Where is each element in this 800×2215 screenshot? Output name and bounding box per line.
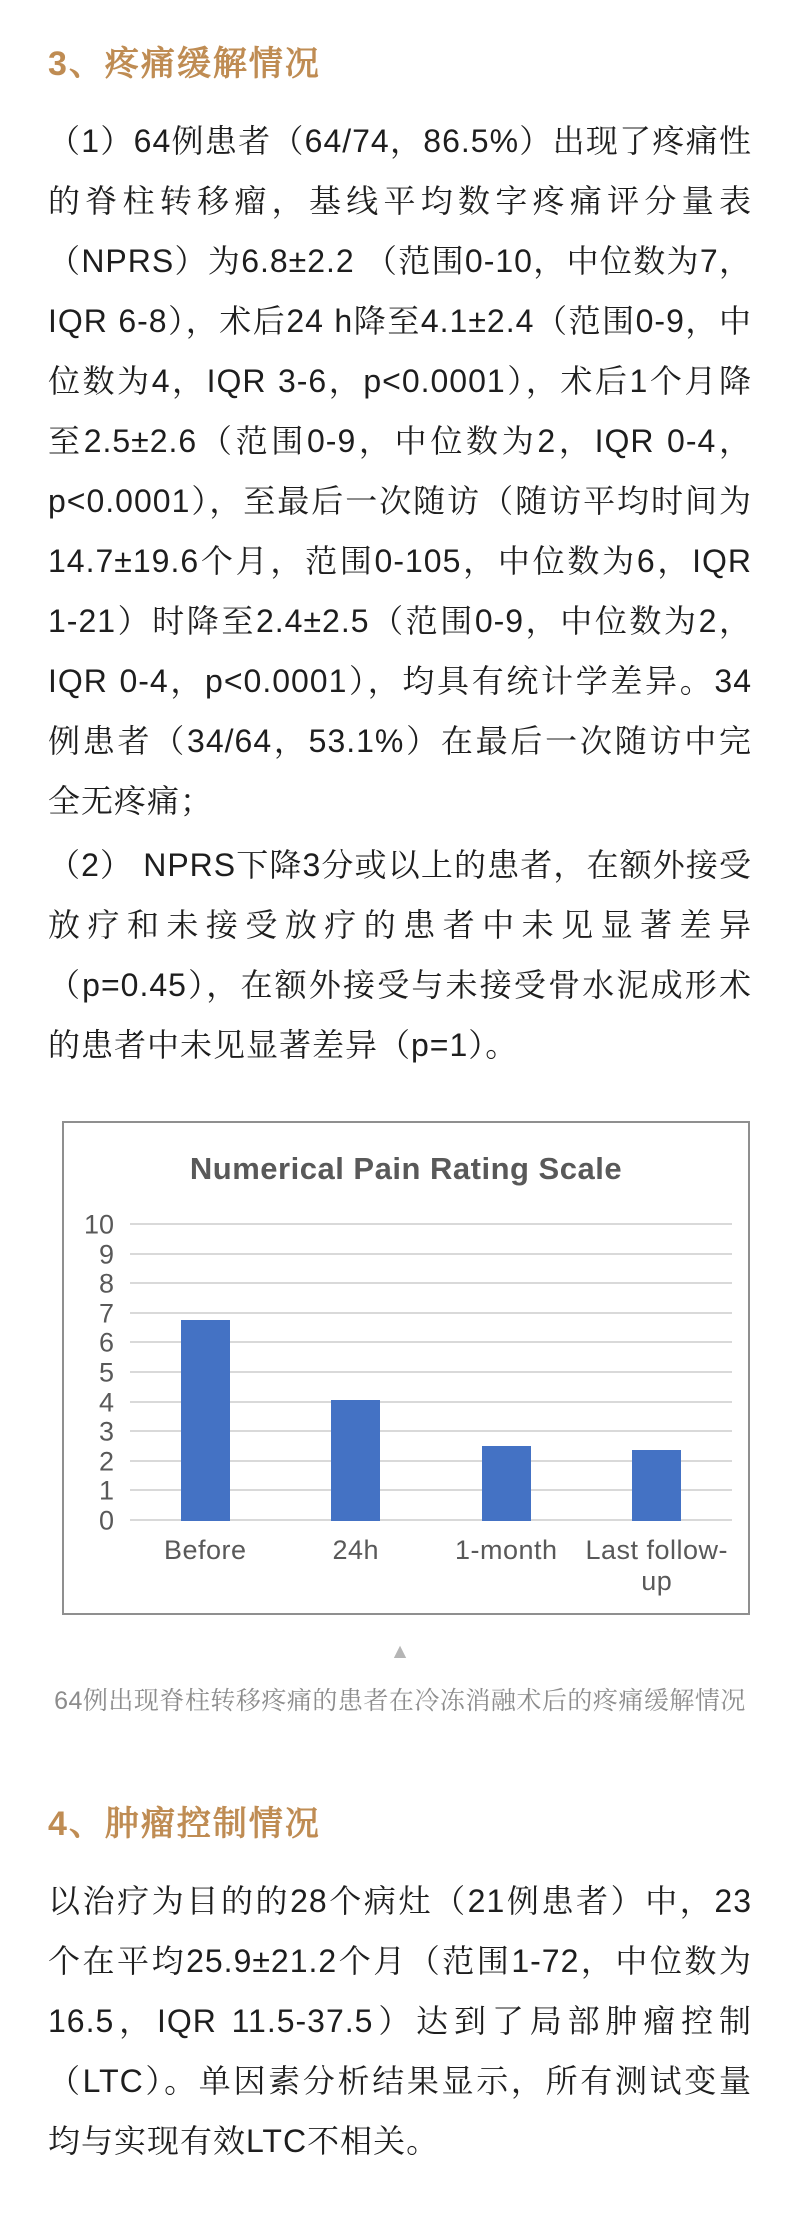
bar-slot-3 [431,1225,582,1521]
nprs-bar-chart-figure[interactable] [62,1121,750,1615]
y-tick-label-2: 2 [98,1446,114,1477]
bar-1-month [482,1446,531,1521]
pain-relief-paragraph-2: （2） NPRS下降3分或以上的患者，在额外接受放疗和未接受放疗的患者中未见显著差异（p=0.45），在额外接受与未接受骨水泥成形术的患者中未见显著差异（p=1）。 [48,847,752,1063]
y-tick-label-0: 0 [98,1505,114,1536]
chart-plot [130,1225,732,1521]
bar-last-follow-up [632,1450,681,1521]
bar-slot-2 [281,1225,432,1521]
bar-slot-4 [582,1225,733,1521]
x-tick-label-1: Before [163,1535,247,1565]
chart-plot-area [74,1209,738,1536]
x-tick-label-4: Last follow-up [585,1535,729,1596]
pain-relief-paragraph-1: （1）64例患者（64/74，86.5%）出现了疼痛性的脊柱转移瘤，基线平均数字疼痛评分量表（NPRS）为6.8±2.2 （范围0-10，中位数为7，IQR 6-8），术后24 h降至4.1±2.4（范围0-9，中位数为4，IQR 3-6，p<0.0001），术后1个月降至2.5±2.6（范围0-9，中位数为2，IQR 0-4，p<0.0001），至最后一次随访（随访平均时间为14.7±19.6个月，范围0-105，中位数为6，IQR 1-21）时降至2.4±2.5（范围0-9，中位数为2，IQR 0-4，p<0.0001），均具有统计学差异。34例患者（34/64，53.1%）在最后一次随访中完全无疼痛； [48,123,752,819]
tumor-control-paragraph: 以治疗为目的的28个病灶（21例患者）中，23个在平均25.9±21.2个月（范围1-72，中位数为16.5，IQR 11.5-37.5）达到了局部肿瘤控制（LTC）。单因素分析结果显示，所有测试变量均与实现有效LTC不相关。 [48,1883,752,2159]
chart-y-axis [74,1209,130,1536]
chart-bars [130,1225,732,1521]
y-tick-label-8: 8 [98,1268,114,1299]
x-tick-label-3: 1-month [454,1535,558,1565]
y-tick-label-10: 10 [83,1209,114,1240]
y-tick-label-9: 9 [98,1239,114,1270]
bar-24h [331,1400,380,1521]
y-tick-label-4: 4 [98,1387,114,1418]
section-4-heading: 4、肿瘤控制情况 [48,1805,321,1843]
chart-x-axis [130,1535,732,1597]
y-tick-label-6: 6 [98,1327,114,1358]
section-3-heading: 3、疼痛缓解情况 [48,45,321,83]
y-tick-label-7: 7 [98,1298,114,1329]
chart-title: Numerical Pain Rating Scale [189,1151,623,1186]
x-tick-label-2: 24h [332,1535,380,1565]
bar-slot-1 [130,1225,281,1521]
collapse-triangle-icon: ▲ [389,1640,411,1663]
y-tick-label-5: 5 [98,1357,114,1388]
y-tick-label-1: 1 [98,1475,114,1506]
y-tick-label-3: 3 [98,1416,114,1447]
bar-before [181,1320,230,1521]
figure-caption: 64例出现脊柱转移疼痛的患者在冷冻消融术后的疼痛缓解情况 [54,1687,746,1715]
